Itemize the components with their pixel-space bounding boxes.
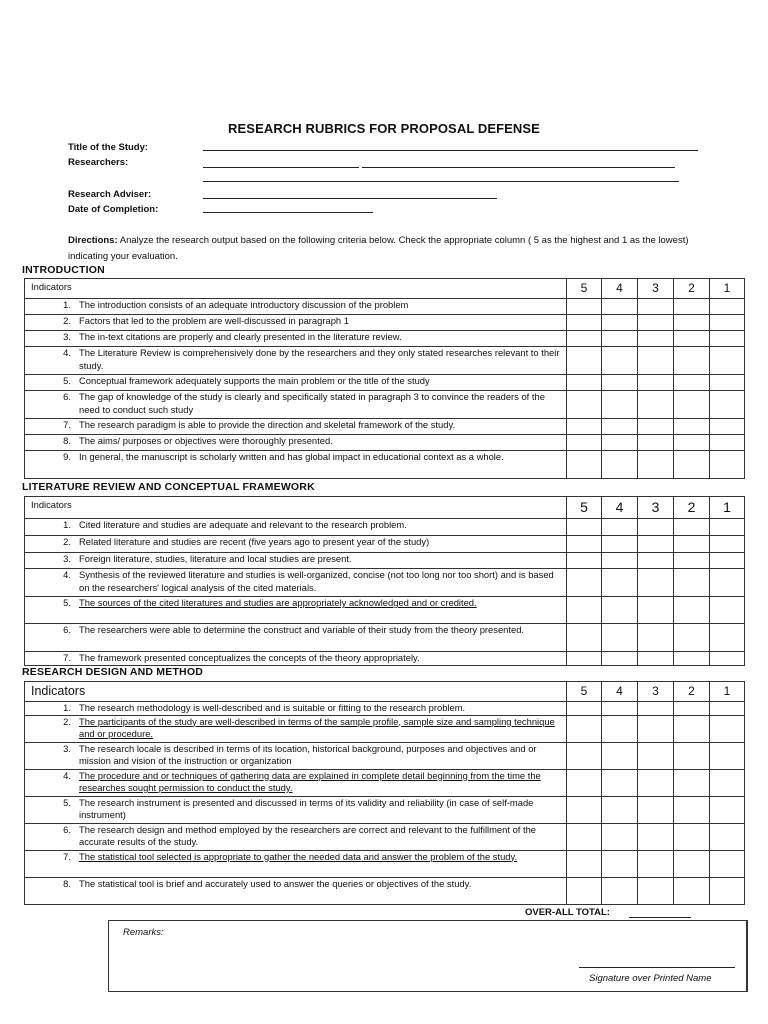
section-title-literature-review: LITERATURE REVIEW AND CONCEPTUAL FRAMEWORK bbox=[22, 481, 315, 493]
rating-cell-2[interactable] bbox=[674, 536, 710, 553]
table-row bbox=[25, 769, 745, 796]
criterion-number: 2. bbox=[63, 715, 71, 727]
rating-cell-4[interactable] bbox=[602, 451, 638, 479]
rating-cell-1[interactable] bbox=[710, 769, 745, 796]
rating-cell-2[interactable] bbox=[674, 702, 710, 716]
rating-cell-3[interactable] bbox=[638, 419, 674, 435]
indicators-header: Indicators bbox=[25, 682, 567, 702]
table-row bbox=[25, 569, 745, 597]
literature-review-table bbox=[24, 496, 745, 666]
rating-cell-1[interactable] bbox=[710, 536, 745, 553]
rating-cell-3[interactable] bbox=[638, 850, 674, 877]
researcher-field-2[interactable] bbox=[362, 167, 675, 168]
rating-cell-2[interactable] bbox=[674, 652, 710, 666]
indicators-header: Indicators bbox=[25, 497, 567, 519]
rating-cell-1[interactable] bbox=[710, 519, 745, 536]
table-row bbox=[25, 702, 745, 716]
rating-cell-1[interactable] bbox=[710, 375, 745, 391]
rating-cell-4[interactable] bbox=[602, 742, 638, 769]
rating-cell-1[interactable] bbox=[710, 347, 745, 375]
rating-cell-5[interactable] bbox=[567, 331, 602, 347]
rating-cell-2[interactable] bbox=[674, 597, 710, 624]
rating-cell-2[interactable] bbox=[674, 375, 710, 391]
rating-cell-4[interactable] bbox=[602, 715, 638, 742]
criterion-text: The gap of knowledge of the study is clearly and specifically stated in paragraph 3 to convince the readers of the need to conduct such study bbox=[79, 391, 545, 415]
rating-cell-5[interactable] bbox=[567, 315, 602, 331]
scale-3-header: 3 bbox=[638, 682, 674, 702]
scale-3-header: 3 bbox=[638, 279, 674, 299]
criterion-text: The statistical tool selected is appropriate to gather the needed data and answer the problem of the study. bbox=[79, 850, 518, 862]
researcher-field-3[interactable] bbox=[203, 181, 679, 182]
rating-cell-1[interactable] bbox=[710, 435, 745, 451]
rating-cell-4[interactable] bbox=[602, 391, 638, 419]
section-title-research-design: RESEARCH DESIGN AND METHOD bbox=[22, 666, 203, 678]
table-row bbox=[25, 652, 745, 666]
criterion-number: 6. bbox=[63, 624, 71, 635]
rating-cell-2[interactable] bbox=[674, 299, 710, 315]
rating-cell-1[interactable] bbox=[710, 850, 745, 877]
rating-cell-1[interactable] bbox=[710, 823, 745, 850]
rating-cell-5[interactable] bbox=[567, 597, 602, 624]
table-row bbox=[25, 850, 745, 877]
criterion-text: Factors that led to the problem are well-discussed in paragraph 1 bbox=[79, 315, 349, 326]
rating-cell-1[interactable] bbox=[710, 569, 745, 597]
page-title: RESEARCH RUBRICS FOR PROPOSAL DEFENSE bbox=[228, 121, 540, 136]
rating-cell-5[interactable] bbox=[567, 877, 602, 904]
rating-cell-1[interactable] bbox=[710, 715, 745, 742]
table-row bbox=[25, 435, 745, 451]
criterion-number: 5. bbox=[63, 375, 71, 386]
rating-cell-3[interactable] bbox=[638, 553, 674, 569]
scale-3-header: 3 bbox=[638, 497, 674, 519]
rating-cell-3[interactable] bbox=[638, 451, 674, 479]
rating-cell-4[interactable] bbox=[602, 796, 638, 823]
rating-cell-3[interactable] bbox=[638, 331, 674, 347]
rating-cell-4[interactable] bbox=[602, 823, 638, 850]
criterion-number: 6. bbox=[63, 391, 71, 402]
scale-2-header: 2 bbox=[674, 279, 710, 299]
scale-5-header: 5 bbox=[567, 279, 602, 299]
rating-cell-1[interactable] bbox=[710, 624, 745, 652]
rating-cell-4[interactable] bbox=[602, 347, 638, 375]
table-row bbox=[25, 519, 745, 536]
rating-cell-3[interactable] bbox=[638, 347, 674, 375]
rating-cell-3[interactable] bbox=[638, 435, 674, 451]
scale-4-header: 4 bbox=[602, 279, 638, 299]
table-row bbox=[25, 796, 745, 823]
criterion-text: The introduction consists of an adequate introductory discussion of the problem bbox=[79, 299, 409, 310]
rating-cell-5[interactable] bbox=[567, 742, 602, 769]
rating-cell-2[interactable] bbox=[674, 419, 710, 435]
table-row bbox=[25, 877, 745, 904]
criterion-number: 8. bbox=[63, 435, 71, 446]
criterion-text: The research design and method employed by the researchers are correct and relevant to the fulfillment of the accurate results of the study. bbox=[79, 823, 537, 847]
remarks-box[interactable] bbox=[108, 920, 748, 992]
rating-cell-4[interactable] bbox=[602, 536, 638, 553]
rating-cell-2[interactable] bbox=[674, 715, 710, 742]
rating-cell-4[interactable] bbox=[602, 315, 638, 331]
rating-cell-5[interactable] bbox=[567, 823, 602, 850]
table-row bbox=[25, 715, 745, 742]
scale-1-header: 1 bbox=[710, 279, 745, 299]
researchers-label: Researchers: bbox=[68, 157, 129, 168]
rating-cell-3[interactable] bbox=[638, 715, 674, 742]
rating-cell-3[interactable] bbox=[638, 315, 674, 331]
overall-total-field[interactable] bbox=[629, 917, 691, 918]
criterion-number: 1. bbox=[63, 519, 71, 530]
rating-cell-2[interactable] bbox=[674, 331, 710, 347]
rating-cell-1[interactable] bbox=[710, 299, 745, 315]
rating-cell-4[interactable] bbox=[602, 652, 638, 666]
criterion-text: The in-text citations are properly and clearly presented in the literature review. bbox=[79, 331, 402, 342]
adviser-field[interactable] bbox=[203, 198, 497, 199]
table-row bbox=[25, 823, 745, 850]
rating-cell-2[interactable] bbox=[674, 347, 710, 375]
rating-cell-1[interactable] bbox=[710, 419, 745, 435]
rating-cell-2[interactable] bbox=[674, 435, 710, 451]
adviser-label: Research Adviser: bbox=[68, 189, 152, 200]
scale-4-header: 4 bbox=[602, 682, 638, 702]
rating-cell-1[interactable] bbox=[710, 331, 745, 347]
criterion-number: 4. bbox=[63, 569, 71, 580]
rating-cell-1[interactable] bbox=[710, 451, 745, 479]
rating-cell-2[interactable] bbox=[674, 553, 710, 569]
overall-total-label: OVER-ALL TOTAL: bbox=[525, 907, 610, 918]
rating-cell-5[interactable] bbox=[567, 419, 602, 435]
criterion-text: The research instrument is presented and discussed in terms of its validity and reliability (in case of self-made instrument) bbox=[79, 796, 534, 820]
rating-cell-2[interactable] bbox=[674, 315, 710, 331]
table-row bbox=[25, 536, 745, 553]
completion-date-label: Date of Completion: bbox=[68, 204, 159, 215]
rating-cell-1[interactable] bbox=[710, 315, 745, 331]
rating-cell-3[interactable] bbox=[638, 796, 674, 823]
rating-cell-4[interactable] bbox=[602, 553, 638, 569]
directions-text: Analyze the research output based on the following criteria below. Check the appropriate column ( 5 as the highest and 1 as the lowest) indicating your evaluation. bbox=[68, 235, 689, 262]
rating-cell-5[interactable] bbox=[567, 796, 602, 823]
rating-cell-3[interactable] bbox=[638, 536, 674, 553]
rating-cell-3[interactable] bbox=[638, 569, 674, 597]
criterion-text: The statistical tool is brief and accurately used to answer the queries or objectives of the study. bbox=[79, 877, 472, 889]
criterion-number: 7. bbox=[63, 850, 71, 862]
rating-cell-5[interactable] bbox=[567, 391, 602, 419]
rating-cell-2[interactable] bbox=[674, 391, 710, 419]
rating-cell-5[interactable] bbox=[567, 652, 602, 666]
rating-cell-2[interactable] bbox=[674, 877, 710, 904]
rating-cell-2[interactable] bbox=[674, 850, 710, 877]
indicators-header: Indicators bbox=[25, 279, 567, 299]
rating-cell-4[interactable] bbox=[602, 331, 638, 347]
rating-cell-2[interactable] bbox=[674, 624, 710, 652]
scale-5-header: 5 bbox=[567, 682, 602, 702]
rating-cell-1[interactable] bbox=[710, 391, 745, 419]
rating-cell-5[interactable] bbox=[567, 347, 602, 375]
rating-cell-1[interactable] bbox=[710, 742, 745, 769]
signature-label: Signature over Printed Name bbox=[589, 973, 712, 984]
criterion-text: The participants of the study are well-described in terms of the sample profile, sample size and sampling technique and or procedure. bbox=[79, 715, 555, 739]
table-row bbox=[25, 419, 745, 435]
criterion-number: 2. bbox=[63, 536, 71, 547]
rating-cell-5[interactable] bbox=[567, 299, 602, 315]
rating-cell-2[interactable] bbox=[674, 823, 710, 850]
criterion-text: The framework presented conceptualizes the concepts of the theory appropriately. bbox=[79, 652, 420, 663]
rating-cell-5[interactable] bbox=[567, 702, 602, 716]
completion-date-field[interactable] bbox=[203, 212, 373, 213]
criterion-number: 8. bbox=[63, 877, 71, 889]
table-row bbox=[25, 331, 745, 347]
rating-cell-5[interactable] bbox=[567, 769, 602, 796]
criterion-number: 7. bbox=[63, 652, 71, 663]
signature-line[interactable] bbox=[579, 967, 735, 968]
scale-2-header: 2 bbox=[674, 682, 710, 702]
criterion-number: 5. bbox=[63, 597, 71, 608]
rating-cell-3[interactable] bbox=[638, 769, 674, 796]
criterion-text: Synthesis of the reviewed literature and studies is well-organized, concise (not too long nor too short) and is based on the researchers' logical analysis of the cited materials. bbox=[79, 569, 554, 593]
criterion-number: 6. bbox=[63, 823, 71, 835]
rating-cell-5[interactable] bbox=[567, 451, 602, 479]
rating-cell-3[interactable] bbox=[638, 519, 674, 536]
criterion-text: The research locale is described in terms of its location, historical background, purposes and objectives and or mission and vision of the instruction or organization bbox=[79, 742, 537, 766]
rating-cell-5[interactable] bbox=[567, 519, 602, 536]
criterion-text: The procedure and or techniques of gathering data are explained in complete detail beginning from the time the researches sought permission to conduct the study. bbox=[79, 769, 541, 793]
remarks-label: Remarks: bbox=[123, 927, 164, 938]
criterion-text: Foreign literature, studies, literature and local studies are present. bbox=[79, 553, 352, 564]
criterion-number: 4. bbox=[63, 769, 71, 781]
criterion-text: The aims/ purposes or objectives were thoroughly presented. bbox=[79, 435, 333, 446]
rating-cell-4[interactable] bbox=[602, 419, 638, 435]
study-title-field[interactable] bbox=[203, 150, 698, 151]
table-row bbox=[25, 597, 745, 624]
rating-cell-5[interactable] bbox=[567, 375, 602, 391]
directions bbox=[68, 233, 708, 264]
rating-cell-4[interactable] bbox=[602, 624, 638, 652]
rating-cell-3[interactable] bbox=[638, 624, 674, 652]
rating-cell-5[interactable] bbox=[567, 569, 602, 597]
criterion-text: The research paradigm is able to provide the direction and skeletal framework of the study. bbox=[79, 419, 456, 430]
criterion-text: The sources of the cited literatures and studies are appropriately acknowledged and or credited. bbox=[79, 597, 477, 608]
criterion-text: Cited literature and studies are adequate and relevant to the research problem. bbox=[79, 519, 407, 530]
table-row bbox=[25, 299, 745, 315]
rating-cell-4[interactable] bbox=[602, 702, 638, 716]
directions-label: Directions: bbox=[68, 235, 118, 246]
rating-cell-3[interactable] bbox=[638, 597, 674, 624]
scale-1-header: 1 bbox=[710, 497, 745, 519]
criterion-number: 1. bbox=[63, 299, 71, 310]
researcher-field-1[interactable] bbox=[203, 167, 359, 168]
rating-cell-1[interactable] bbox=[710, 877, 745, 904]
criterion-number: 5. bbox=[63, 796, 71, 808]
rating-cell-3[interactable] bbox=[638, 823, 674, 850]
table-row bbox=[25, 315, 745, 331]
criterion-text: The Literature Review is comprehensively done by the researchers and they only stated researches relevant to their study. bbox=[79, 347, 560, 371]
rating-cell-2[interactable] bbox=[674, 451, 710, 479]
study-title-label: Title of the Study: bbox=[68, 142, 149, 153]
rating-cell-3[interactable] bbox=[638, 702, 674, 716]
rating-cell-5[interactable] bbox=[567, 536, 602, 553]
rating-cell-3[interactable] bbox=[638, 391, 674, 419]
criterion-text: Conceptual framework adequately supports the main problem or the title of the study bbox=[79, 375, 430, 386]
rating-cell-1[interactable] bbox=[710, 702, 745, 716]
criterion-number: 9. bbox=[63, 451, 71, 462]
research-design-table bbox=[24, 681, 745, 905]
rating-cell-3[interactable] bbox=[638, 652, 674, 666]
rating-cell-4[interactable] bbox=[602, 519, 638, 536]
rating-cell-4[interactable] bbox=[602, 850, 638, 877]
criterion-number: 7. bbox=[63, 419, 71, 430]
table-row bbox=[25, 451, 745, 479]
table-row bbox=[25, 375, 745, 391]
rating-cell-2[interactable] bbox=[674, 519, 710, 536]
rating-cell-4[interactable] bbox=[602, 375, 638, 391]
rating-cell-4[interactable] bbox=[602, 299, 638, 315]
rating-cell-4[interactable] bbox=[602, 569, 638, 597]
criterion-number: 1. bbox=[63, 702, 71, 713]
rating-cell-4[interactable] bbox=[602, 769, 638, 796]
rating-cell-4[interactable] bbox=[602, 435, 638, 451]
table-row bbox=[25, 347, 745, 375]
criterion-text: In general, the manuscript is scholarly written and has global impact in educational context as a whole. bbox=[79, 451, 504, 462]
rating-cell-3[interactable] bbox=[638, 742, 674, 769]
section-title-introduction: INTRODUCTION bbox=[22, 264, 105, 276]
introduction-table bbox=[24, 278, 745, 479]
rating-cell-2[interactable] bbox=[674, 769, 710, 796]
criterion-text: The research methodology is well-described and is suitable or fitting to the research problem. bbox=[79, 702, 466, 713]
rating-cell-5[interactable] bbox=[567, 715, 602, 742]
criterion-number: 2. bbox=[63, 315, 71, 326]
rating-cell-4[interactable] bbox=[602, 597, 638, 624]
rating-cell-2[interactable] bbox=[674, 742, 710, 769]
criterion-number: 3. bbox=[63, 553, 71, 564]
rating-cell-3[interactable] bbox=[638, 375, 674, 391]
rating-cell-2[interactable] bbox=[674, 569, 710, 597]
rating-cell-1[interactable] bbox=[710, 652, 745, 666]
rating-cell-5[interactable] bbox=[567, 553, 602, 569]
table-row bbox=[25, 624, 745, 652]
rating-cell-1[interactable] bbox=[710, 597, 745, 624]
table-row bbox=[25, 742, 745, 769]
criterion-number: 3. bbox=[63, 331, 71, 342]
rating-cell-5[interactable] bbox=[567, 850, 602, 877]
scale-1-header: 1 bbox=[710, 682, 745, 702]
rating-cell-4[interactable] bbox=[602, 877, 638, 904]
rating-cell-1[interactable] bbox=[710, 553, 745, 569]
criterion-number: 4. bbox=[63, 347, 71, 358]
rating-cell-1[interactable] bbox=[710, 796, 745, 823]
rating-cell-3[interactable] bbox=[638, 877, 674, 904]
scale-2-header: 2 bbox=[674, 497, 710, 519]
criterion-text: The researchers were able to determine the construct and variable of their study from the theory presented. bbox=[79, 624, 525, 635]
rating-cell-5[interactable] bbox=[567, 435, 602, 451]
table-row bbox=[25, 553, 745, 569]
criterion-number: 3. bbox=[63, 742, 71, 754]
rating-cell-5[interactable] bbox=[567, 624, 602, 652]
rating-cell-3[interactable] bbox=[638, 299, 674, 315]
scale-5-header: 5 bbox=[567, 497, 602, 519]
rating-cell-2[interactable] bbox=[674, 796, 710, 823]
table-row bbox=[25, 391, 745, 419]
scale-4-header: 4 bbox=[602, 497, 638, 519]
criterion-text: Related literature and studies are recent (five years ago to present year of the study) bbox=[79, 536, 430, 547]
